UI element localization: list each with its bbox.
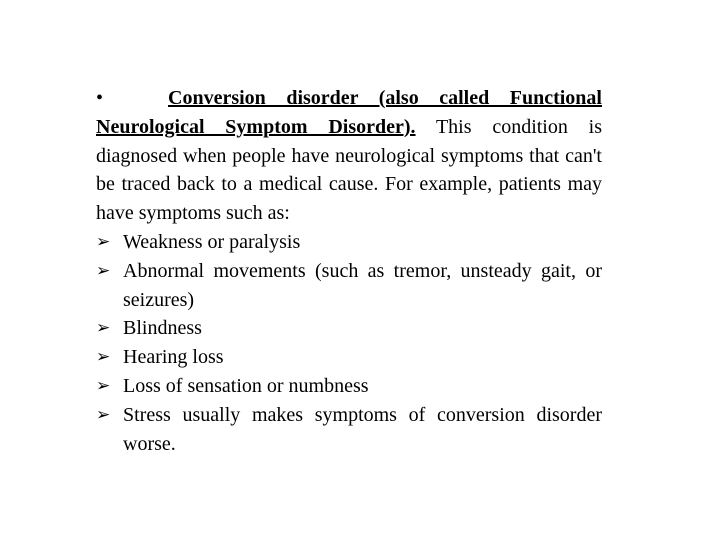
list-item-text: Blindness xyxy=(123,317,202,340)
list-item xyxy=(96,343,602,372)
arrow-bullet-icon: ➢ xyxy=(96,231,111,252)
arrow-bullet-icon: ➢ xyxy=(96,260,111,281)
list-item-text: Loss of sensation or numbness xyxy=(123,374,369,397)
list-item xyxy=(96,314,602,343)
arrow-bullet-icon: ➢ xyxy=(96,318,111,339)
arrow-bullet-icon: ➢ xyxy=(96,347,111,368)
list-item xyxy=(96,228,602,257)
list-item-text: Weakness or paralysis xyxy=(123,230,301,253)
arrow-bullet-icon: ➢ xyxy=(96,404,111,425)
intro-paragraph xyxy=(96,84,602,228)
slide-text-block xyxy=(96,84,602,458)
list-item xyxy=(96,257,602,315)
bullet-marker: • xyxy=(96,87,104,109)
list-item xyxy=(96,372,602,401)
symptom-list xyxy=(96,228,602,458)
heading-conversion-disorder: Conversion disorder (also called Functional Neurological Symptom Disorder). xyxy=(96,87,602,138)
arrow-bullet-icon: ➢ xyxy=(96,375,111,396)
intro-body: This condition is diagnosed when people have neurological symptoms that can't be traced back to a medical cause. For example, patients may have symptoms such as: xyxy=(96,115,602,225)
list-item-text: Stress usually makes symptoms of conversion disorder worse. xyxy=(123,403,602,455)
list-item xyxy=(96,401,602,459)
list-item-text: Hearing loss xyxy=(123,346,224,369)
list-item-text: Abnormal movements (such as tremor, unsteady gait, or seizures) xyxy=(123,259,602,311)
